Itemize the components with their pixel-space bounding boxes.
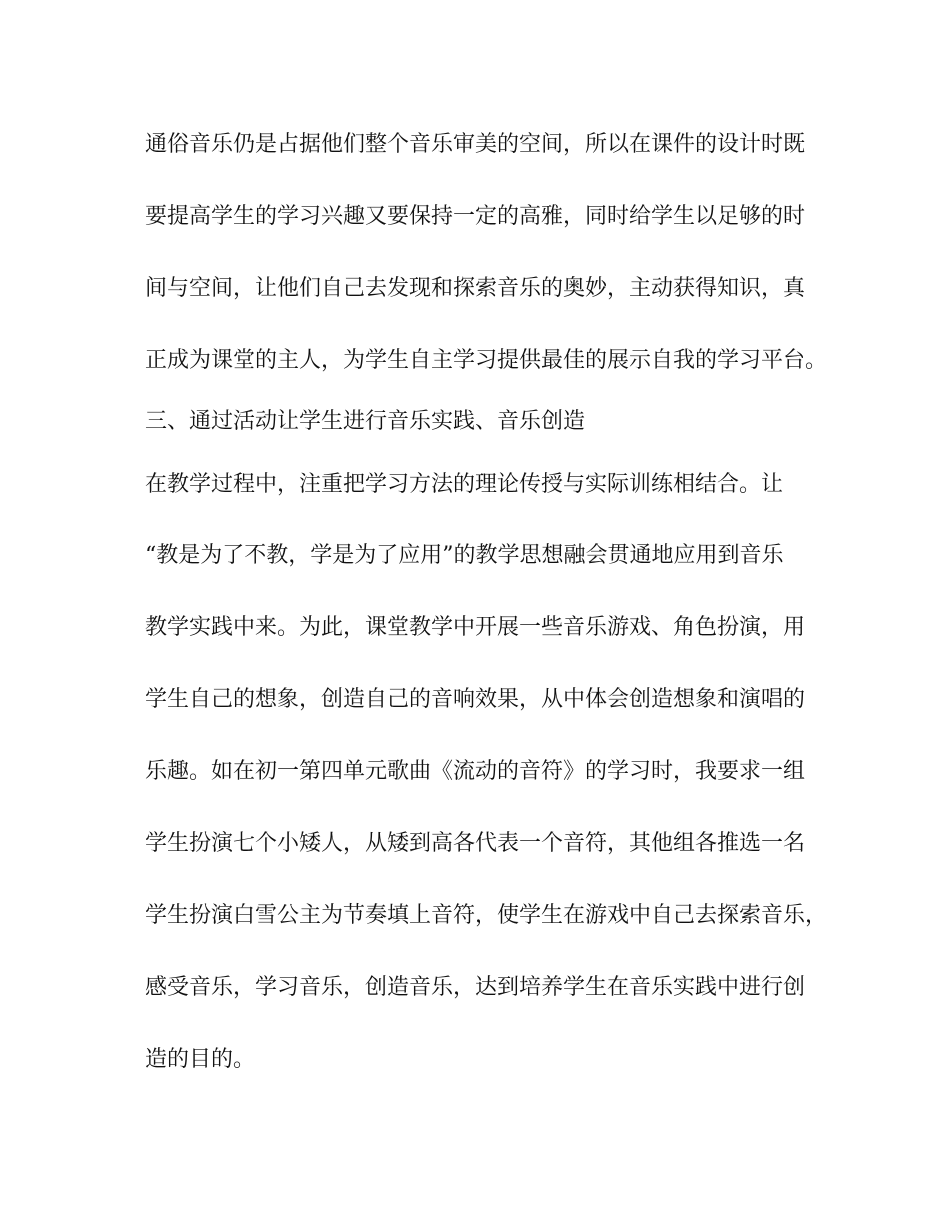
paragraph-line-1: 通俗音乐仍是占据他们整个音乐审美的空间，所以在课件的设计时既 bbox=[145, 132, 806, 157]
paragraph-line-10: 乐趣。如在初一第四单元歌曲《流动的音符》的学习时，我要求一组 bbox=[145, 759, 806, 784]
paragraph-line-7: “教是为了不教，学是为了应用”的教学思想融会贯通地应用到音乐 bbox=[145, 543, 784, 568]
paragraph-line-6: 在教学过程中，注重把学习方法的理论传授与实际训练相结合。让 bbox=[145, 472, 784, 497]
paragraph-line-11: 学生扮演七个小矮人，从矮到高各代表一个音符，其他组各推选一名 bbox=[145, 831, 806, 856]
paragraph-line-3: 间与空间，让他们自己去发现和探索音乐的奥妙，主动获得知识，真 bbox=[145, 276, 806, 301]
paragraph-line-14: 造的目的。 bbox=[145, 1047, 256, 1072]
paragraph-line-13: 感受音乐，学习音乐，创造音乐，达到培养学生在音乐实践中进行创 bbox=[145, 975, 806, 1000]
section-heading: 三、通过活动让学生进行音乐实践、音乐创造 bbox=[145, 409, 586, 434]
paragraph-line-12: 学生扮演白雪公主为节奏填上音符，使学生在游戏中自己去探索音乐， bbox=[145, 903, 828, 928]
paragraph-line-2: 要提高学生的学习兴趣又要保持一定的高雅，同时给学生以足够的时 bbox=[145, 204, 806, 229]
paragraph-line-8: 教学实践中来。为此，课堂教学中开展一些音乐游戏、角色扮演，用 bbox=[145, 615, 806, 640]
paragraph-line-9: 学生自己的想象，创造自己的音响效果，从中体会创造想象和演唱的 bbox=[145, 687, 806, 712]
paragraph-line-4: 正成为课堂的主人，为学生自主学习提供最佳的展示自我的学习平台。 bbox=[145, 348, 828, 373]
